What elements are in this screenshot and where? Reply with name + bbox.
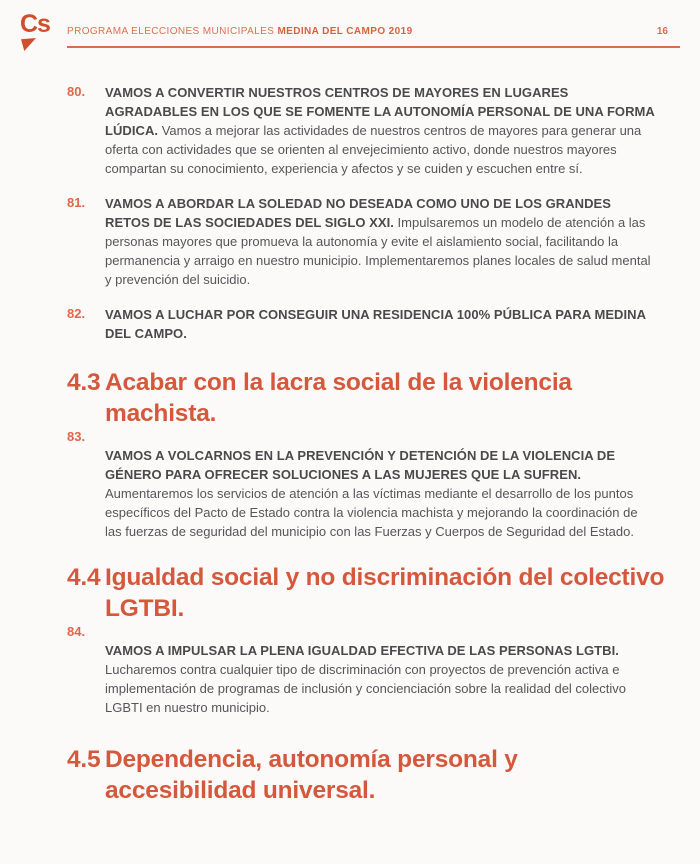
section-title: Dependencia, autonomía personal y accesibilidad universal. (105, 746, 518, 804)
item-text (105, 624, 655, 717)
item-number: 80. (67, 84, 86, 99)
item-body: Vamos a mejorar las actividades de nuestros centros de mayores para generar una oferta con actividades que se orienten al envejecimiento activo, donde nuestros mayores compartan su conocimiento, experiencia y afectos y se cuiden y escuchen entre sí. (105, 123, 642, 176)
page-number: 16 (656, 26, 668, 37)
header-title-bold: MEDINA DEL CAMPO 2019 (277, 26, 413, 37)
item-body: Lucharemos contra cualquier tipo de discriminación con proyectos de prevención activa e implementación de programas de inclusión y concienciación sobre la realidad del colectivo LGBTI en nuestro municipio. (105, 662, 627, 715)
item-lead: VAMOS A CONVERTIR NUESTROS CENTROS DE MAYORES EN LUGARES AGRADABLES EN LOS QUE SE FOMENTE LA AUTONOMÍA PERSONAL DE UNA FORMA LÚDICA. (105, 85, 655, 138)
item-lead: VAMOS A VOLCARNOS EN LA PREVENCIÓN Y DETENCIÓN DE LA VIOLENCIA DE GÉNERO PARA OFRECER SOLUCIONES A LAS MUJERES QUE LA SUFREN. (105, 448, 616, 482)
item-number: 84. (67, 624, 86, 639)
item-text (105, 305, 655, 343)
item-number: 82. (67, 306, 86, 321)
program-item-84 (67, 624, 675, 717)
item-text (105, 194, 655, 289)
program-item-82 (67, 305, 675, 343)
section-number: 4.3 (67, 369, 101, 396)
section-title: Acabar con la lacra social de la violencia machista. (105, 369, 572, 427)
section-title: Igualdad social y no discriminación del colectivo LGTBI. (105, 564, 665, 622)
program-item-80 (67, 83, 675, 178)
section-heading-4-5 (67, 744, 675, 806)
program-item-81 (67, 194, 675, 289)
item-body: Aumentaremos los servicios de atención a las víctimas mediante el desarrollo de los puntos específicos del Pacto de Estado contra la violencia machista y mejorando la coordinación de las fuerzas de seguridad del municipio con las Fuerzas y Cuerpos de Seguridad del Estado. (105, 486, 638, 539)
ciudadanos-logo (20, 12, 67, 54)
section-number: 4.4 (67, 564, 101, 591)
section-heading-4-3 (67, 367, 675, 429)
item-lead: VAMOS A ABORDAR LA SOLEDAD NO DESEADA COMO UNO DE LOS GRANDES RETOS DE LAS SOCIEDADES DEL SIGLO XXI. (105, 196, 611, 230)
item-text (105, 429, 655, 541)
item-number: 81. (67, 195, 86, 210)
item-body: Impulsaremos un modelo de atención a las personas mayores que promueva la autonomía y evite el aislamiento social, facilitando la permanencia y arraigo en nuestro municipio. Implementaremos planes locales de salud mental y prevención del suicidio. (105, 215, 651, 287)
program-item-83 (67, 429, 675, 541)
ciudadanos-logo-text: Cs (20, 10, 50, 38)
item-lead: VAMOS A IMPULSAR LA PLENA IGUALDAD EFECTIVA DE LAS PERSONAS LGTBI. (105, 643, 619, 658)
item-lead: VAMOS A LUCHAR POR CONSEGUIR UNA RESIDENCIA 100% PÚBLICA PARA MEDINA DEL CAMPO. (105, 307, 646, 341)
program-content (0, 48, 700, 806)
item-number: 83. (67, 429, 86, 444)
item-text (105, 83, 655, 178)
header-title-regular: PROGRAMA ELECCIONES MUNICIPALES (67, 26, 278, 37)
section-number: 4.5 (67, 746, 101, 773)
header-title (67, 26, 413, 37)
ciudadanos-flag-icon (21, 38, 36, 51)
page-header (0, 0, 700, 46)
section-heading-4-4 (67, 562, 675, 624)
